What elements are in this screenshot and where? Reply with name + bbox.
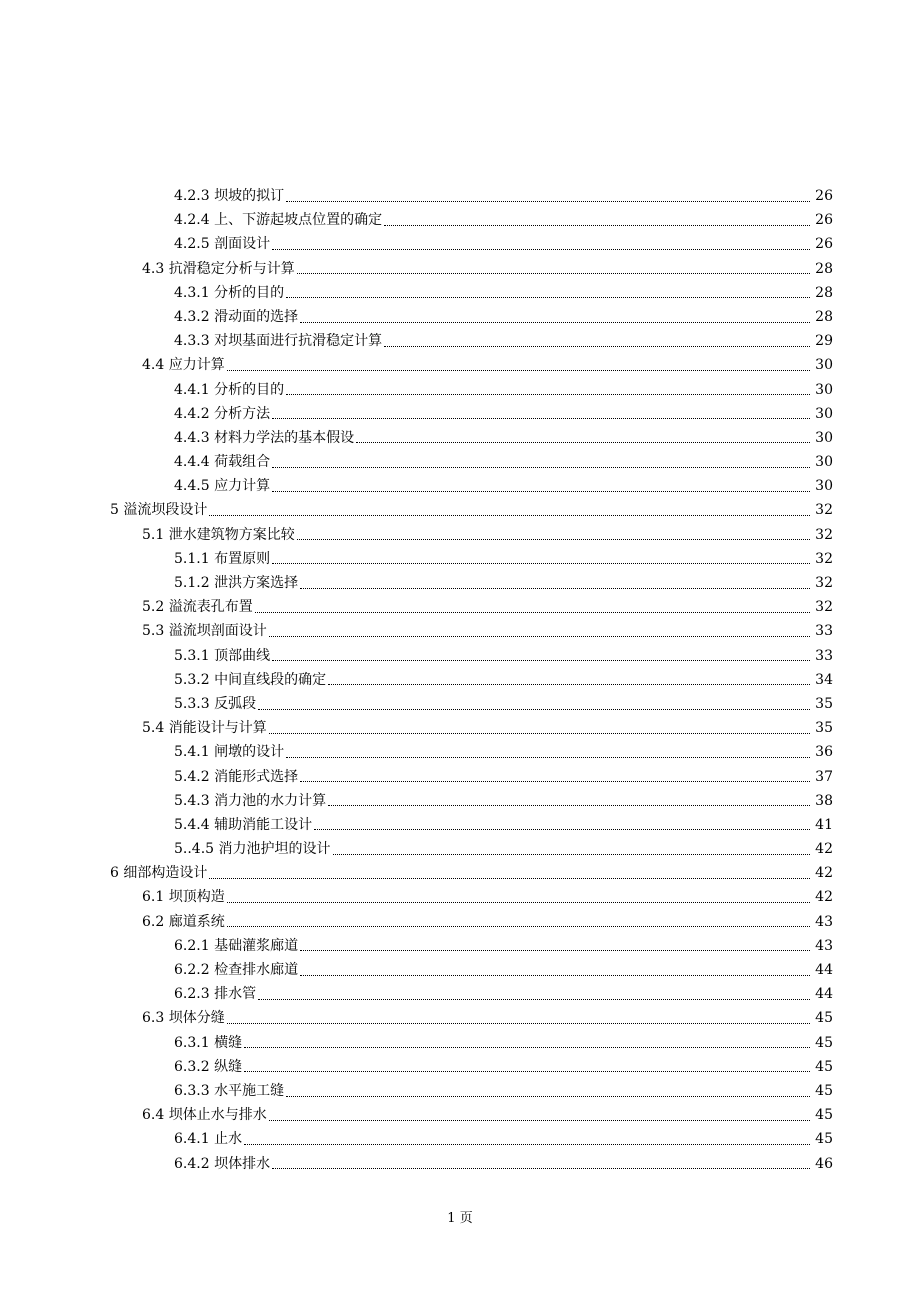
toc-entry-title: 6.4.2 坝体排水 xyxy=(174,1155,271,1172)
dot-leader xyxy=(227,369,810,371)
dot-leader xyxy=(272,1167,810,1169)
toc-entry[interactable] xyxy=(0,1127,920,1151)
toc-entry[interactable] xyxy=(0,837,920,861)
toc-entry-page-number: 33 xyxy=(815,623,833,640)
toc-entry[interactable] xyxy=(0,281,920,305)
toc-entry-title: 6.3 坝体分缝 xyxy=(142,1010,225,1027)
toc-entry[interactable] xyxy=(0,885,920,909)
dot-leader xyxy=(258,998,810,1000)
dot-leader xyxy=(272,562,810,564)
toc-entry-page-number: 32 xyxy=(815,599,833,616)
toc-entry-title: 4.3.1 分析的目的 xyxy=(174,284,285,301)
dot-leader xyxy=(269,1119,810,1121)
toc-entry-page-number: 42 xyxy=(815,841,833,858)
toc-entry-title: 4.2.4 上、下游起坡点位置的确定 xyxy=(174,212,383,229)
dot-leader xyxy=(272,417,810,419)
toc-entry-page-number: 45 xyxy=(815,1082,833,1099)
toc-entry[interactable] xyxy=(0,1055,920,1079)
dot-leader xyxy=(384,345,810,347)
toc-entry-page-number: 32 xyxy=(815,526,833,543)
toc-entry-title: 5.4 消能设计与计算 xyxy=(142,720,267,737)
toc-entry-page-number: 26 xyxy=(815,236,833,253)
toc-entry-title: 5.3.2 中间直线段的确定 xyxy=(174,671,327,688)
toc-entry[interactable] xyxy=(0,305,920,329)
toc-entry[interactable] xyxy=(0,1103,920,1127)
toc-entry[interactable] xyxy=(0,353,920,377)
toc-entry-title: 5.3.1 顶部曲线 xyxy=(174,647,271,664)
toc-entry-title: 5 溢流坝段设计 xyxy=(110,502,208,519)
dot-leader xyxy=(255,611,810,613)
dot-leader xyxy=(258,708,810,710)
toc-entry-page-number: 28 xyxy=(815,260,833,277)
toc-entry-title: 6.4.1 止水 xyxy=(174,1131,243,1148)
toc-entry-page-number: 35 xyxy=(815,720,833,737)
toc-entry[interactable] xyxy=(0,813,920,837)
toc-entry[interactable] xyxy=(0,184,920,208)
toc-entry[interactable] xyxy=(0,644,920,668)
dot-leader xyxy=(286,1095,810,1097)
toc-entry[interactable] xyxy=(0,982,920,1006)
toc-entry[interactable] xyxy=(0,1031,920,1055)
toc-entry-page-number: 26 xyxy=(815,188,833,204)
toc-entry-page-number: 43 xyxy=(815,937,833,954)
toc-entry-page-number: 46 xyxy=(815,1155,833,1172)
toc-entry-page-number: 30 xyxy=(815,429,833,446)
dot-leader xyxy=(286,756,810,758)
toc-entry[interactable] xyxy=(0,426,920,450)
dot-leader xyxy=(300,974,810,976)
toc-entry[interactable] xyxy=(0,378,920,402)
toc-entry[interactable] xyxy=(0,474,920,498)
dot-leader xyxy=(244,1143,810,1145)
toc-entry-page-number: 44 xyxy=(815,986,833,1003)
toc-entry-title: 4.3.3 对坝基面进行抗滑稳定计算 xyxy=(174,333,383,350)
dot-leader xyxy=(300,587,810,589)
dot-leader xyxy=(272,466,810,468)
dot-leader xyxy=(328,683,810,685)
toc-entry[interactable] xyxy=(0,402,920,426)
toc-entry-page-number: 44 xyxy=(815,962,833,978)
toc-entry[interactable] xyxy=(0,208,920,232)
toc-entry-page-number: 41 xyxy=(815,816,833,833)
toc-entry-page-number: 45 xyxy=(815,1131,833,1148)
toc-entry[interactable] xyxy=(0,257,920,281)
toc-entry[interactable] xyxy=(0,716,920,740)
toc-entry-title: 6.3.3 水平施工缝 xyxy=(174,1082,285,1099)
toc-entry-title: 5.3 溢流坝剖面设计 xyxy=(142,623,267,640)
page-footer xyxy=(0,1207,920,1226)
toc-entry-page-number: 29 xyxy=(815,333,833,350)
toc-entry[interactable] xyxy=(0,547,920,571)
dot-leader xyxy=(333,853,810,855)
toc-entry-title: 5.1 泄水建筑物方案比较 xyxy=(142,526,295,543)
toc-entry-title: 5.2 溢流表孔布置 xyxy=(142,599,253,616)
dot-leader xyxy=(272,490,810,492)
toc-entry[interactable] xyxy=(0,765,920,789)
toc-entry-page-number: 33 xyxy=(815,647,833,664)
toc-entry-title: 5.4.3 消力池的水力计算 xyxy=(174,792,327,809)
toc-entry-title: 5.1.2 泄洪方案选择 xyxy=(174,575,299,591)
toc-entry-title: 4.4.4 荷载组合 xyxy=(174,454,271,471)
dot-leader xyxy=(384,224,810,226)
dot-leader xyxy=(227,901,810,903)
toc-entry-page-number: 30 xyxy=(815,454,833,471)
toc-entry-title: 4.2.3 坝坡的拟订 xyxy=(174,188,285,204)
toc-entry-title: 6.2.3 排水管 xyxy=(174,986,257,1003)
toc-entry[interactable] xyxy=(0,934,920,958)
toc-entry-page-number: 30 xyxy=(815,381,833,398)
toc-entry[interactable] xyxy=(0,571,920,595)
toc-entry-page-number: 28 xyxy=(815,308,833,325)
toc-entry[interactable] xyxy=(0,232,920,256)
toc-entry-title: 6 细部构造设计 xyxy=(110,865,208,882)
dot-leader xyxy=(209,877,810,879)
toc-entry[interactable] xyxy=(0,329,920,353)
page-number: 1 页 xyxy=(447,1211,473,1226)
dot-leader xyxy=(209,514,810,516)
dot-leader xyxy=(227,1022,810,1024)
toc-entry-page-number: 35 xyxy=(815,695,833,712)
toc-entry[interactable] xyxy=(0,619,920,643)
toc-entry-page-number: 36 xyxy=(815,744,833,761)
toc-entry-title: 6.2.1 基础灌浆廊道 xyxy=(174,937,299,954)
dot-leader xyxy=(269,732,810,734)
toc-entry[interactable] xyxy=(0,668,920,692)
toc-entry-title: 4.4.3 材料力学法的基本假设 xyxy=(174,429,355,446)
toc-entry-title: 4.4.1 分析的目的 xyxy=(174,381,285,398)
toc-entry[interactable] xyxy=(0,498,920,522)
toc-entry-title: 5.1.1 布置原则 xyxy=(174,550,271,567)
dot-leader xyxy=(272,659,810,661)
toc-entry[interactable] xyxy=(0,692,920,716)
toc-entry-page-number: 38 xyxy=(815,792,833,809)
toc-entry-page-number: 30 xyxy=(815,478,833,495)
dot-leader xyxy=(227,925,810,927)
dot-leader xyxy=(244,1070,810,1072)
table-of-contents xyxy=(0,184,920,1176)
toc-entry-title: 6.2.2 检查排水廊道 xyxy=(174,962,299,978)
toc-entry-title: 5..4.5 消力池护坦的设计 xyxy=(174,841,331,858)
toc-entry-title: 4.3 抗滑稳定分析与计算 xyxy=(142,260,295,277)
toc-entry-page-number: 30 xyxy=(815,357,833,374)
toc-entry-page-number: 45 xyxy=(815,1010,833,1027)
toc-entry-title: 5.4.2 消能形式选择 xyxy=(174,768,299,785)
toc-entry[interactable] xyxy=(0,450,920,474)
toc-entry-page-number: 43 xyxy=(815,913,833,930)
toc-entry-page-number: 26 xyxy=(815,212,833,229)
toc-entry[interactable] xyxy=(0,523,920,547)
toc-entry-page-number: 34 xyxy=(815,671,833,688)
toc-entry-title: 5.4.1 闸墩的设计 xyxy=(174,744,285,761)
toc-entry-title: 5.4.4 辅助消能工设计 xyxy=(174,816,313,833)
toc-entry[interactable] xyxy=(0,595,920,619)
toc-entry-title: 5.3.3 反弧段 xyxy=(174,695,257,712)
toc-entry-title: 4.3.2 滑动面的选择 xyxy=(174,308,299,325)
toc-entry[interactable] xyxy=(0,958,920,982)
dot-leader xyxy=(286,296,810,298)
toc-entry-page-number: 28 xyxy=(815,284,833,301)
toc-entry-title: 6.2 廊道系统 xyxy=(142,913,225,930)
toc-entry-page-number: 42 xyxy=(815,889,833,906)
toc-entry-page-number: 32 xyxy=(815,502,833,519)
dot-leader xyxy=(300,949,810,951)
toc-entry[interactable] xyxy=(0,1079,920,1103)
toc-entry-page-number: 42 xyxy=(815,865,833,882)
dot-leader xyxy=(297,538,810,540)
toc-entry-title: 4.4 应力计算 xyxy=(142,357,225,374)
dot-leader xyxy=(300,321,810,323)
toc-entry[interactable] xyxy=(0,789,920,813)
toc-entry[interactable] xyxy=(0,740,920,764)
toc-entry-title: 4.2.5 剖面设计 xyxy=(174,236,271,253)
dot-leader xyxy=(314,828,810,830)
dot-leader xyxy=(269,635,810,637)
dot-leader xyxy=(297,272,810,274)
toc-entry[interactable] xyxy=(0,1006,920,1030)
toc-entry-title: 4.4.5 应力计算 xyxy=(174,478,271,495)
toc-entry-page-number: 45 xyxy=(815,1058,833,1075)
toc-entry-page-number: 32 xyxy=(815,575,833,591)
toc-entry[interactable] xyxy=(0,910,920,934)
toc-entry-title: 6.3.1 横缝 xyxy=(174,1034,243,1051)
dot-leader xyxy=(328,804,810,806)
toc-entry-page-number: 45 xyxy=(815,1107,833,1124)
toc-entry[interactable] xyxy=(0,861,920,885)
toc-entry-page-number: 37 xyxy=(815,768,833,785)
toc-entry[interactable] xyxy=(0,1152,920,1176)
dot-leader xyxy=(244,1046,810,1048)
dot-leader xyxy=(286,200,810,202)
toc-entry-title: 6.3.2 纵缝 xyxy=(174,1058,243,1075)
toc-entry-page-number: 32 xyxy=(815,550,833,567)
toc-entry-page-number: 45 xyxy=(815,1034,833,1051)
toc-entry-title: 6.4 坝体止水与排水 xyxy=(142,1107,267,1124)
toc-entry-title: 4.4.2 分析方法 xyxy=(174,405,271,422)
toc-entry-page-number: 30 xyxy=(815,405,833,422)
dot-leader xyxy=(272,248,810,250)
dot-leader xyxy=(286,393,810,395)
dot-leader xyxy=(300,780,810,782)
toc-entry-title: 6.1 坝顶构造 xyxy=(142,889,225,906)
dot-leader xyxy=(356,441,810,443)
